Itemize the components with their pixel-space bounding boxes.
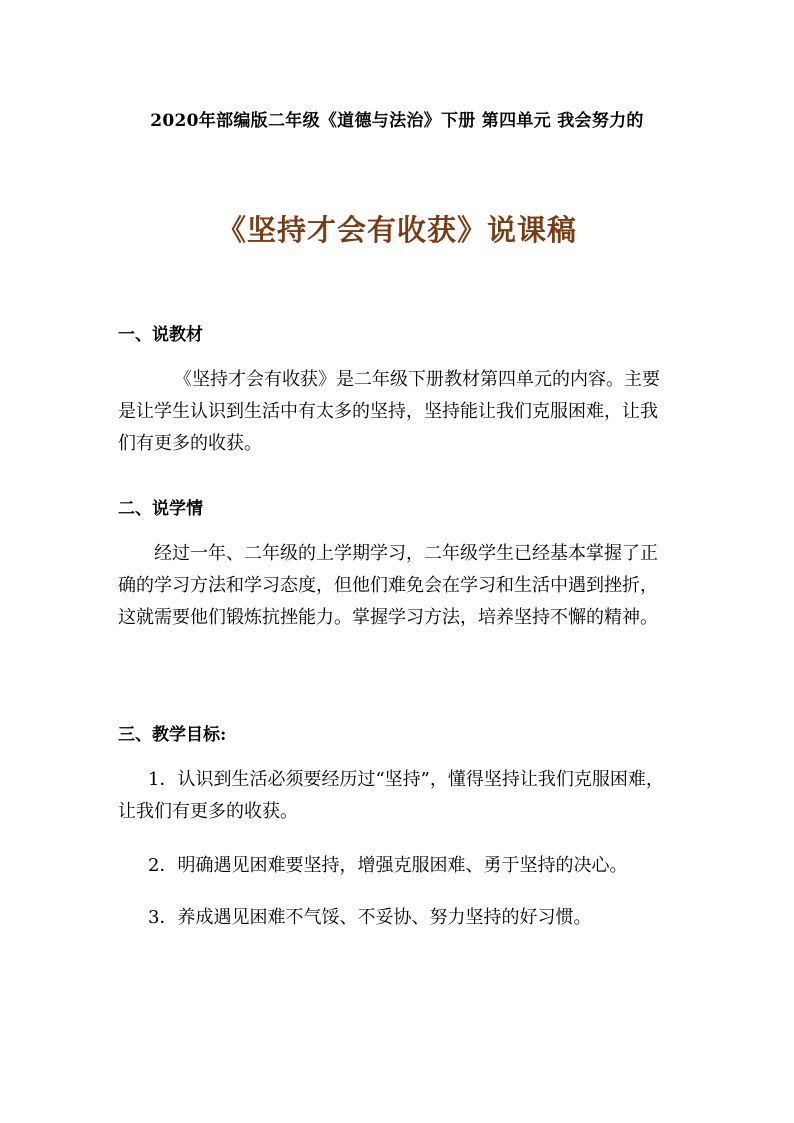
section-paragraph-textbook [118,364,678,460]
paragraph-line: 确的学习方法和学习态度，但他们难免会在学习和生活中遇到挫折， [118,575,658,596]
section-heading-students: 二、说学情 [118,499,203,519]
objective-line: 1．认识到生活必须要经历过“坚持”，懂得坚持让我们克服困难， [148,769,664,790]
section-heading-objectives: 三、教学目标: [118,725,227,745]
document-header: 2020年部编版二年级《道德与法治》下册 第四单元 我会努力的 [150,111,644,131]
document-title: 《坚持才会有收获》说课稿 [216,213,577,247]
objective-line: 3．养成遇见困难不气馁、不妥协、努力坚持的好习惯。 [148,907,592,928]
section-heading-textbook: 一、说教材 [118,325,203,345]
objective-item-2 [118,850,678,882]
paragraph-line: 《坚持才会有收获》是二年级下册教材第四单元的内容。主要 [174,369,660,390]
paragraph-line: 们有更多的收获。 [118,433,262,454]
objective-item-1 [118,764,678,828]
paragraph-line: 经过一年、二年级的上学期学习，二年级学生已经基本掌握了正 [154,543,658,564]
objective-line: 让我们有更多的收获。 [118,801,298,822]
paragraph-line: 这就需要他们锻炼抗挫能力。掌握学习方法，培养坚持不懈的精神。 [118,607,658,628]
paragraph-line: 是让学生认识到生活中有太多的坚持，坚持能让我们克服困难，让我 [118,401,658,422]
objective-line: 2．明确遇见困难要坚持，增强克服困难、勇于坚持的决心。 [148,855,628,876]
section-paragraph-students [118,538,678,634]
objective-item-3 [118,902,678,934]
